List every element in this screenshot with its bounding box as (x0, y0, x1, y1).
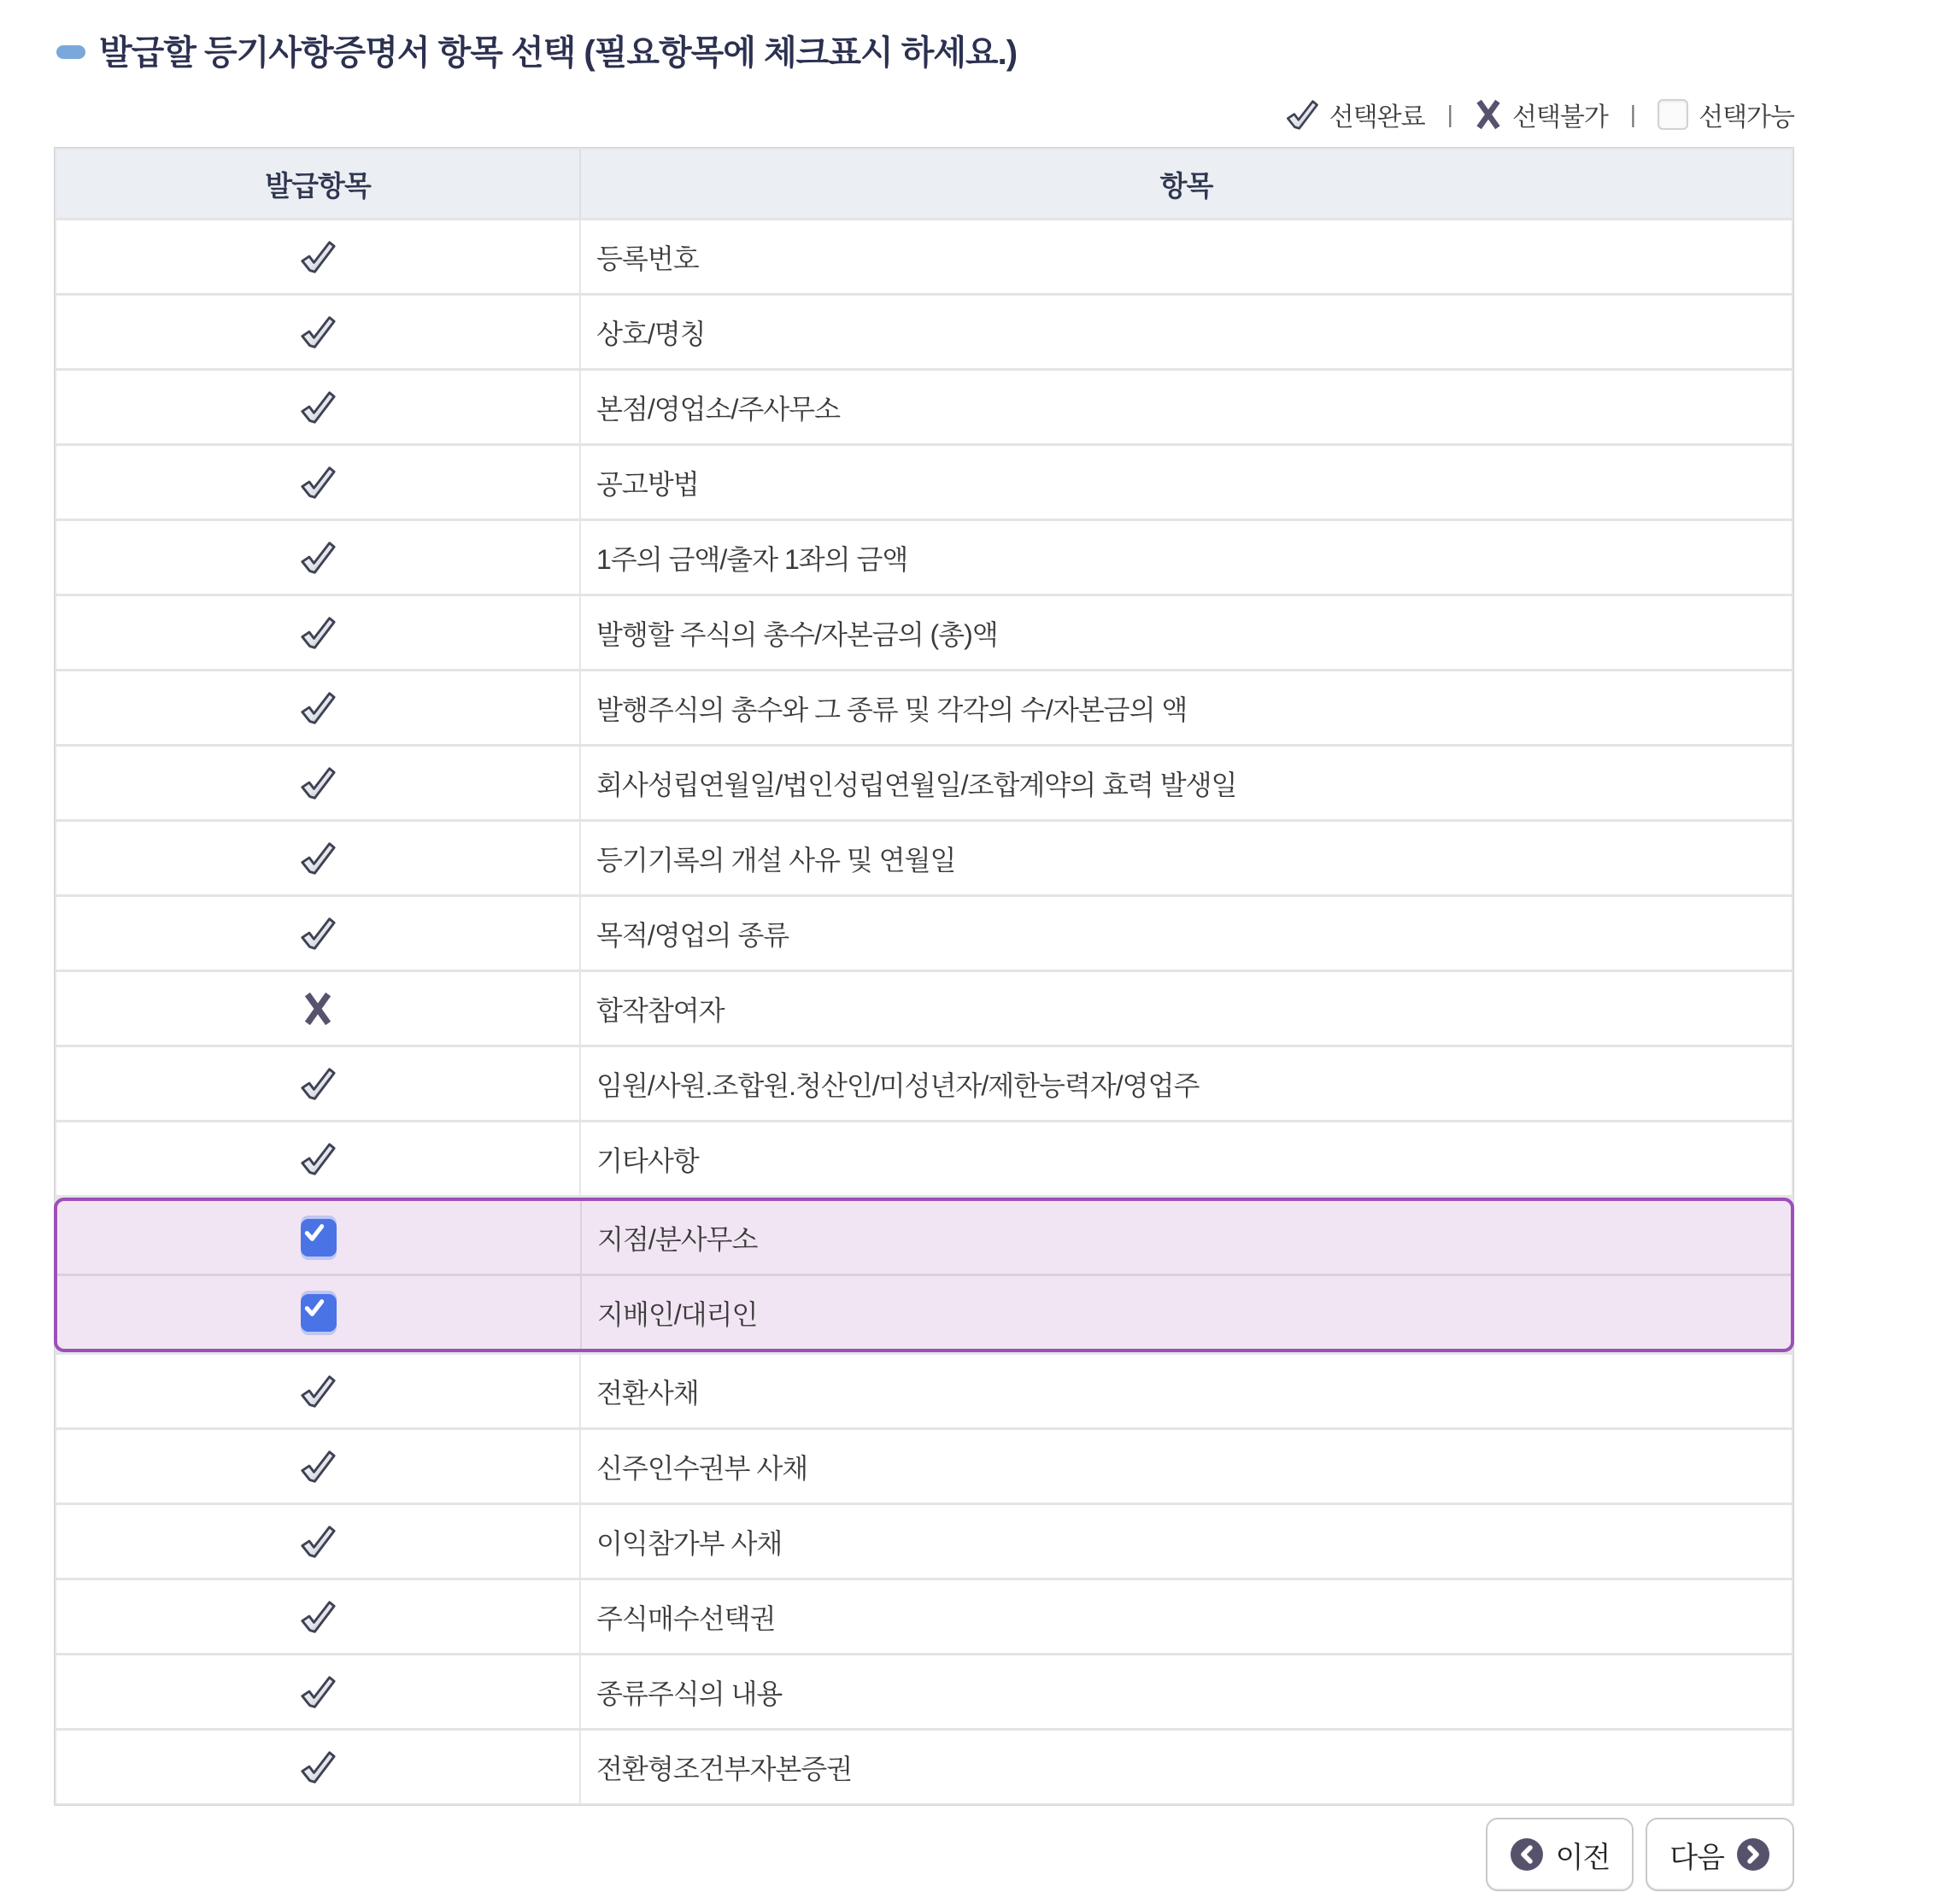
row-label: 등록번호 (596, 243, 699, 274)
check-icon (299, 841, 337, 876)
row-mark-cell (56, 1580, 581, 1653)
row-label: 발행주식의 총수와 그 종류 및 각각의 수/자본금의 액 (596, 694, 1188, 725)
row-label: 공고방법 (596, 468, 699, 500)
table-row (56, 1430, 1792, 1503)
check-icon (299, 1142, 337, 1176)
row-mark-cell (56, 596, 581, 669)
table-row (56, 446, 1792, 518)
prev-button-label: 이전 (1555, 1841, 1611, 1874)
row-label: 기타사항 (596, 1145, 699, 1176)
check-icon (1285, 99, 1319, 131)
check-icon (299, 466, 337, 500)
check-icon (299, 1675, 337, 1709)
row-label: 전환형조건부자본증권 (596, 1753, 853, 1784)
row-mark-cell (56, 1047, 581, 1120)
checked-checkbox[interactable] (301, 1294, 337, 1332)
row-mark-cell (57, 1276, 582, 1349)
page-title-row (56, 26, 1017, 74)
table-row (56, 1047, 1792, 1120)
row-label: 발행할 주식의 총수/자본금의 (총)액 (596, 618, 998, 650)
check-icon (299, 1525, 337, 1559)
row-mark-cell (56, 1355, 581, 1427)
row-label: 주식매수선택권 (596, 1602, 776, 1634)
next-button-label: 다음 (1669, 1841, 1724, 1874)
legend-separator: | (1446, 101, 1452, 127)
table-body (56, 220, 1792, 1803)
row-label: 신주인수권부 사채 (596, 1452, 808, 1484)
row-mark-cell (56, 1505, 581, 1578)
table-row (56, 1655, 1792, 1728)
row-label: 종류주식의 내용 (596, 1678, 783, 1709)
table-row (56, 1122, 1792, 1195)
row-label: 목적/영업의 종류 (596, 919, 789, 951)
row-label: 합작참여자 (596, 994, 725, 1026)
row-mark-cell (56, 1430, 581, 1503)
row-mark-cell (56, 220, 581, 293)
row-mark-cell (56, 972, 581, 1045)
prev-circle-icon (1510, 1837, 1544, 1872)
table-row (56, 1580, 1792, 1653)
checked-checkbox[interactable] (301, 1219, 337, 1257)
table-row (56, 596, 1792, 669)
row-mark-cell (56, 1122, 581, 1195)
page-title: 발급할 등기사항증명서 항목 선택 (필요항목에 체크표시 하세요.) (99, 34, 1018, 72)
table-row (57, 1274, 1791, 1349)
check-icon (299, 917, 337, 951)
row-label: 지배인/대리인 (597, 1298, 758, 1330)
next-button[interactable] (1646, 1818, 1794, 1891)
table-row (56, 1505, 1792, 1578)
items-table (54, 147, 1794, 1806)
table-row (56, 747, 1792, 819)
check-icon (299, 240, 337, 274)
table-row (56, 671, 1792, 744)
table-row (57, 1201, 1791, 1274)
row-mark-cell (56, 897, 581, 970)
legend-label-complete: 선택완료 (1329, 103, 1425, 132)
check-icon (299, 315, 337, 349)
footer-nav (1486, 1818, 1794, 1891)
row-mark-cell (56, 446, 581, 518)
check-icon (299, 1600, 337, 1634)
highlighted-group (54, 1198, 1794, 1352)
row-label: 1주의 금액/출자 1좌의 금액 (596, 543, 908, 575)
x-icon (302, 991, 333, 1027)
legend (1285, 96, 1794, 133)
check-icon (299, 691, 337, 725)
row-mark-cell (56, 371, 581, 443)
table-row (56, 822, 1792, 894)
table-row (56, 220, 1792, 293)
x-icon (1475, 98, 1502, 131)
check-icon (299, 616, 337, 650)
empty-checkbox-icon (1658, 99, 1688, 130)
check-icon (299, 1067, 337, 1101)
row-label: 이익참가부 사채 (596, 1527, 783, 1559)
table-row (56, 296, 1792, 368)
table-row (56, 972, 1792, 1045)
prev-button[interactable] (1486, 1818, 1634, 1891)
row-mark-cell (56, 521, 581, 594)
table-header (56, 149, 1792, 218)
row-label: 전환사채 (596, 1377, 699, 1409)
row-mark-cell (56, 671, 581, 744)
row-label: 상호/명칭 (596, 318, 706, 349)
legend-label-unavailable: 선택불가 (1511, 103, 1608, 132)
table-row (56, 521, 1792, 594)
header-issue-column: 발급항목 (56, 149, 581, 218)
row-mark-cell (56, 1731, 581, 1803)
row-label: 등기기록의 개설 사유 및 연월일 (596, 844, 956, 876)
row-mark-cell (56, 296, 581, 368)
title-bullet-icon (56, 45, 85, 59)
row-mark-cell (56, 747, 581, 819)
table-row (56, 371, 1792, 443)
check-icon (299, 1750, 337, 1784)
row-label: 임원/사원.조합원.청산인/미성년자/제한능력자/영업주 (596, 1069, 1200, 1101)
check-icon (299, 541, 337, 575)
next-circle-icon (1736, 1837, 1770, 1872)
check-icon (299, 1374, 337, 1409)
check-icon (299, 390, 337, 425)
legend-separator: | (1629, 101, 1636, 127)
header-item-column: 항목 (1159, 169, 1213, 202)
table-row (56, 897, 1792, 970)
check-icon (299, 1450, 337, 1484)
row-label: 지점/분사무소 (597, 1223, 758, 1255)
table-row (56, 1355, 1792, 1427)
check-icon (299, 766, 337, 800)
row-mark-cell (56, 822, 581, 894)
row-label: 본점/영업소/주사무소 (596, 393, 840, 425)
row-mark-cell (57, 1201, 582, 1274)
legend-label-available: 선택가능 (1699, 103, 1794, 132)
row-mark-cell (56, 1655, 581, 1728)
table-row (56, 1731, 1792, 1803)
row-label: 회사성립연월일/법인성립연월일/조합계약의 효력 발생일 (596, 769, 1237, 800)
